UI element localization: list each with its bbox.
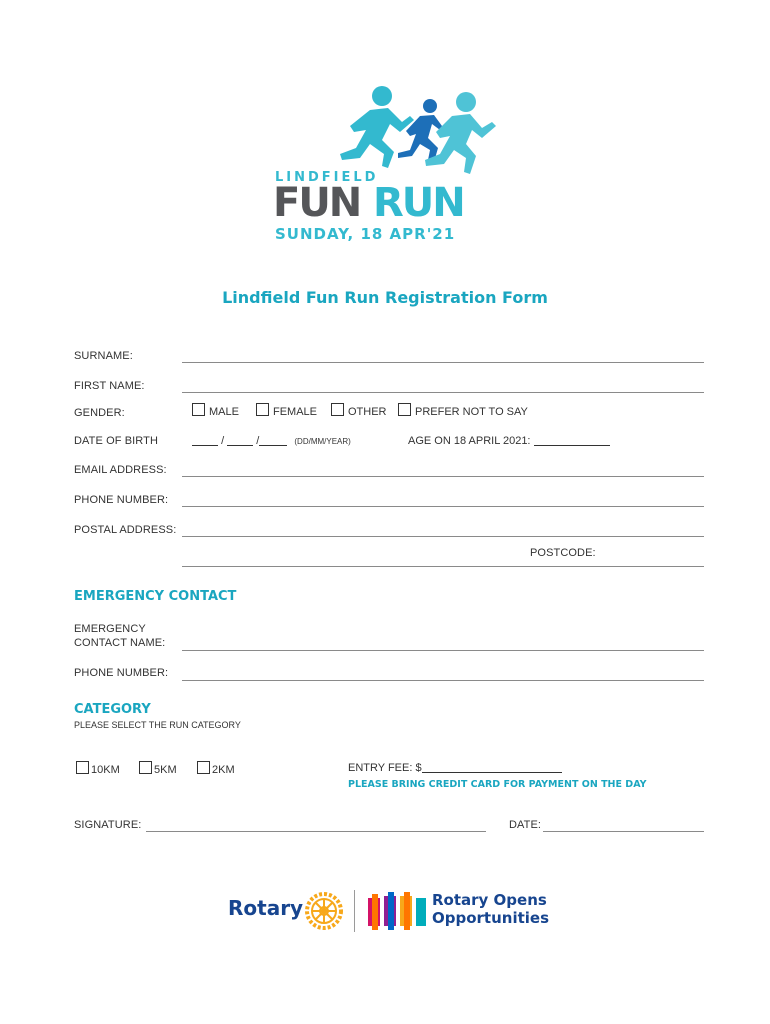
category-option-2km[interactable]: 2KM [197,761,235,776]
category-option-5km[interactable]: 5KM [139,761,177,776]
checkbox-icon[interactable] [197,761,210,774]
postal-address-label: POSTAL ADDRESS: [74,524,177,536]
logo-date-line: SUNDAY, 18 APR'21 [275,225,456,243]
dob-year-blank[interactable] [259,435,287,446]
checkbox-icon[interactable] [331,403,344,416]
phone-field[interactable] [182,506,704,507]
checkbox-icon[interactable] [256,403,269,416]
surname-field[interactable] [182,362,704,363]
gender-option-prefer-not-to-say[interactable]: PREFER NOT TO SAY [398,403,528,418]
gender-label: GENDER: [74,407,125,419]
opens-line2: Opportunities [432,909,550,927]
category-option-10km[interactable]: 10KM [76,761,120,776]
emergency-name-field[interactable] [182,650,704,651]
postal-address-field-2[interactable] [182,566,704,567]
first-name-field[interactable] [182,392,704,393]
gender-option-other[interactable]: OTHER [331,403,387,418]
runners-icon [270,82,500,182]
emergency-contact-heading: EMERGENCY CONTACT [74,589,237,604]
doors-icon [366,888,428,934]
emergency-phone-label: PHONE NUMBER: [74,667,169,679]
emergency-name-label-line2: CONTACT NAME: [74,637,166,649]
logo-run-word: RUN [373,180,464,226]
gender-option-male[interactable]: MALE [192,403,239,418]
emergency-phone-field[interactable] [182,680,704,681]
entry-fee-label: ENTRY FEE: $ [348,762,422,774]
age-field[interactable] [408,435,610,447]
rotary-logo [228,888,548,936]
logo-top-word: LINDFIELD [275,170,379,185]
age-blank[interactable] [534,435,610,446]
opens-line1: Rotary Opens [432,891,547,909]
postal-address-field[interactable] [182,536,704,537]
signature-field[interactable] [146,831,486,832]
payment-note: PLEASE BRING CREDIT CARD FOR PAYMENT ON THE DAY [348,779,647,790]
surname-label: SURNAME: [74,350,133,362]
date-field[interactable] [543,831,704,832]
rotary-wheel-icon [304,891,344,931]
email-field[interactable] [182,476,704,477]
entry-fee-field[interactable] [348,762,562,774]
dob-format-hint: (DD/MM/YEAR) [294,437,351,446]
category-heading: CATEGORY [74,702,151,717]
dob-month-blank[interactable] [227,435,253,446]
dob-label: DATE OF BIRTH [74,435,159,447]
category-subtitle: PLEASE SELECT THE RUN CATEGORY [74,720,241,730]
date-label: DATE: [509,819,542,831]
footer-divider [354,890,355,932]
first-name-label: FIRST NAME: [74,380,145,392]
rotary-wordmark: Rotary [228,896,304,920]
checkbox-icon[interactable] [192,403,205,416]
event-logo [270,82,500,252]
dob-day-blank[interactable] [192,435,218,446]
checkbox-icon[interactable] [398,403,411,416]
checkbox-icon[interactable] [139,761,152,774]
logo-fun-word: FUN [273,180,361,226]
gender-option-female[interactable]: FEMALE [256,403,317,418]
form-title: Lindfield Fun Run Registration Form [222,288,548,307]
entry-fee-blank[interactable] [422,762,562,773]
signature-label: SIGNATURE: [74,819,142,831]
dob-field[interactable]: / / (DD/MM/YEAR) [192,435,351,447]
postcode-label: POSTCODE: [530,547,596,559]
email-label: EMAIL ADDRESS: [74,464,167,476]
emergency-name-label-line1: EMERGENCY [74,623,146,635]
age-label: AGE ON 18 APRIL 2021: [408,435,531,447]
phone-label: PHONE NUMBER: [74,494,169,506]
checkbox-icon[interactable] [76,761,89,774]
